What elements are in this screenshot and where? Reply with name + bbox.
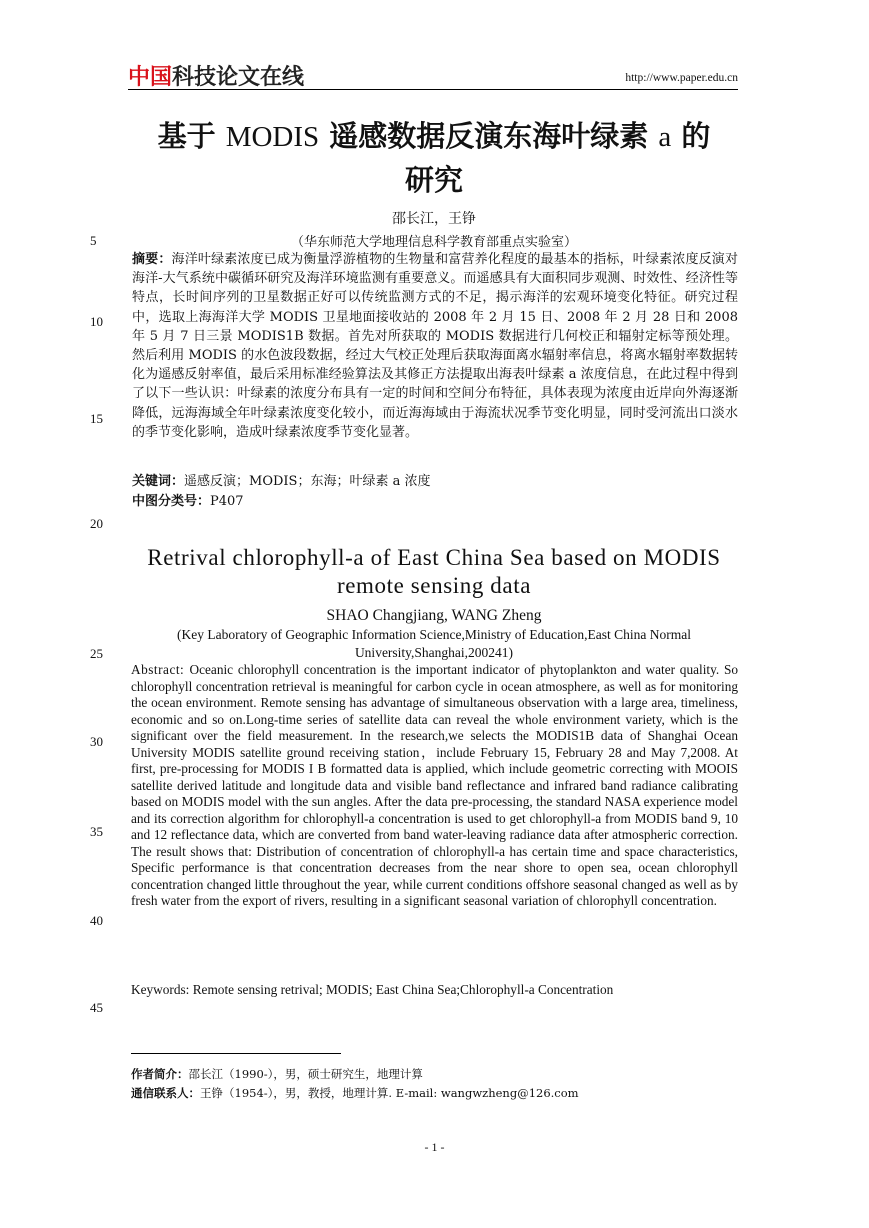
abstract-cn-text: 海洋叶绿素浓度已成为衡量浮游植物的生物量和富营养化程度的最基本的指标，叶绿素浓度反演对海洋-大气系统中碳循环研究及海洋环境监测有重要意义。而遥感具有大面积同步观测、时效性、经济性等特点，长时间序列的卫星数据正好可以传统监测方式的不足，揭示海洋的宏观环境变化特征。研究过程中，选取上海海洋大学 MODIS 卫星地面接收站的 2008 年 2 月 15 日、2008 年 2 月 28 日和 2008 年 5 月 7 日三景 MODIS1B 数据。首先对所获取的 MODIS 数据进行几何校正和辐射定标等预处理。然后利用 MODIS 的水色波段数据，经过大气校正处理后获取海面离水辐射率信息，将离水辐射率数据转化为遥感反射率值，最后采用标准经验算法及其修正方法提取出海表叶绿素 a 浓度信息，在此过程中得到了以下一些认识：叶绿素的浓度分布具有一定的时间和空间分布特征，具体表现为浓度由近岸向外海逐渐降低，远海海域全年叶绿素浓度变化较小，而近海海域由于海流状况季节变化明显，同时受河流出口淡水的季节变化影响，造成叶绿素浓度季节变化显著。 — [132, 252, 738, 440]
affiliation-en — [128, 626, 740, 662]
abstract-cn-label: 摘要： — [132, 252, 172, 267]
footnote-contact-text: 王铮（1954-），男，教授，地理计算. E-mail: wangwzheng@126.com — [200, 1086, 579, 1100]
journal-logo — [128, 60, 304, 91]
footnote-author-label: 作者简介： — [131, 1067, 189, 1081]
logo-part-china: 中国 — [128, 65, 173, 90]
keywords-en — [131, 982, 738, 998]
line-number: 30 — [90, 734, 103, 749]
keywords-en-text: Remote sensing retrival; MODIS; East China Sea;Chlorophyll-a Concentration — [192, 982, 614, 997]
title-en — [128, 544, 740, 600]
page-number: - 1 - — [424, 1140, 445, 1154]
title-en-line1: Retrival chlorophyll-a of East China Sea based on MODIS — [147, 545, 721, 570]
footnote-author-text: 邵长江（1990-），男，硕士研究生，地理计算 — [188, 1067, 423, 1081]
keywords-cn-text: 遥感反演；MODIS；东海；叶绿素 a 浓度 — [184, 474, 431, 489]
title-cn-part1: 基于 — [157, 119, 216, 153]
title-cn-line2: 研究 — [404, 163, 463, 197]
abstract-en-text: Oceanic chlorophyll concentration is the important indicator of phytoplankton and water quality. So chlorophyll concentration retrieval is meaningful for carbon cycle in ocean atmosphere, as well as for monitoring the ocean environment. Remote sensing has advantage of simultaneous observation with a large area, timeliness, economic and so on.Long-time series of satellite data can reveal the whole environment variety, which is the significant over the field measurement. In the research,we selects the MODIS1B data of Shanghai Ocean University MODIS satellite ground receiving station，include February 15, February 28 and May 7,2008. At first, pre-processing for MODIS I B formatted data is applied, which include geometric correcting with MOOIS satellite derived latitude and longitude data and visible band reflectance and infrared band radiance calibrating based on MODIS model with the sun angles. After the data pre-processing, the standard NASA experience model and its correction algorithm for chlorophyll-a concentration is used to get chlorophyll-a from MODIS band 9, 10 and 12 reflectance data, which are converted from band water-leaving radiance data after atmospheric correction. The result shows that: Distribution of concentration of chlorophyll-a has certain time and space characteristics, Specific performance is that concentration decreases from the near shore to open sea, ocean chlorophyll concentration changed little throughout the year, while current conditions offshore seasonal changed as well as by fresh water from the export of rivers, resulting in a significant seasonal variation of chlorophyll concentration. — [131, 662, 738, 908]
classification-cn-label: 中图分类号： — [132, 494, 211, 509]
footnote-contact-label: 通信联系人： — [131, 1086, 200, 1100]
logo-part-name: 科技论文在线 — [172, 65, 305, 90]
header-url[interactable]: http://www.paper.edu.cn — [625, 72, 738, 84]
line-number: 45 — [90, 1000, 103, 1015]
line-number: 40 — [90, 913, 103, 928]
line-number: 20 — [90, 516, 103, 531]
footnote-rule — [131, 1053, 341, 1054]
line-number: 10 — [90, 314, 103, 329]
title-cn-part2: 遥感数据反演东海叶绿素 — [329, 119, 649, 153]
abstract-en — [131, 662, 738, 910]
footnote-author — [131, 1066, 423, 1082]
affiliation-en-line1: (Key Laboratory of Geographic Information Science,Ministry of Education,East China Normal — [177, 627, 691, 642]
line-number: 5 — [90, 233, 97, 248]
keywords-cn-label: 关键词： — [132, 474, 185, 489]
title-cn-latin1: MODIS — [225, 121, 320, 153]
keywords-en-label: Keywords: — [131, 982, 193, 997]
title-cn-latin2: a — [658, 121, 672, 153]
line-number: 35 — [90, 824, 103, 839]
authors-en: SHAO Changjiang, WANG Zheng — [326, 607, 542, 624]
line-number: 15 — [90, 411, 103, 426]
authors-cn: 邵长江，王铮 — [392, 211, 476, 227]
title-cn-part3: 的 — [681, 119, 711, 153]
title-cn — [128, 115, 740, 202]
keywords-cn — [132, 470, 738, 489]
title-en-line2: remote sensing data — [336, 573, 532, 598]
footnote-contact — [131, 1085, 579, 1101]
abstract-cn — [132, 250, 738, 442]
classification-cn — [132, 490, 738, 509]
classification-cn-text: P407 — [210, 494, 244, 509]
header-rule — [128, 89, 738, 90]
line-number: 25 — [90, 646, 103, 661]
affiliation-cn: （华东师范大学地理信息科学教育部重点实验室） — [290, 235, 577, 250]
affiliation-en-line2: University,Shanghai,200241) — [354, 645, 514, 660]
abstract-en-label: Abstract: — [131, 662, 190, 677]
